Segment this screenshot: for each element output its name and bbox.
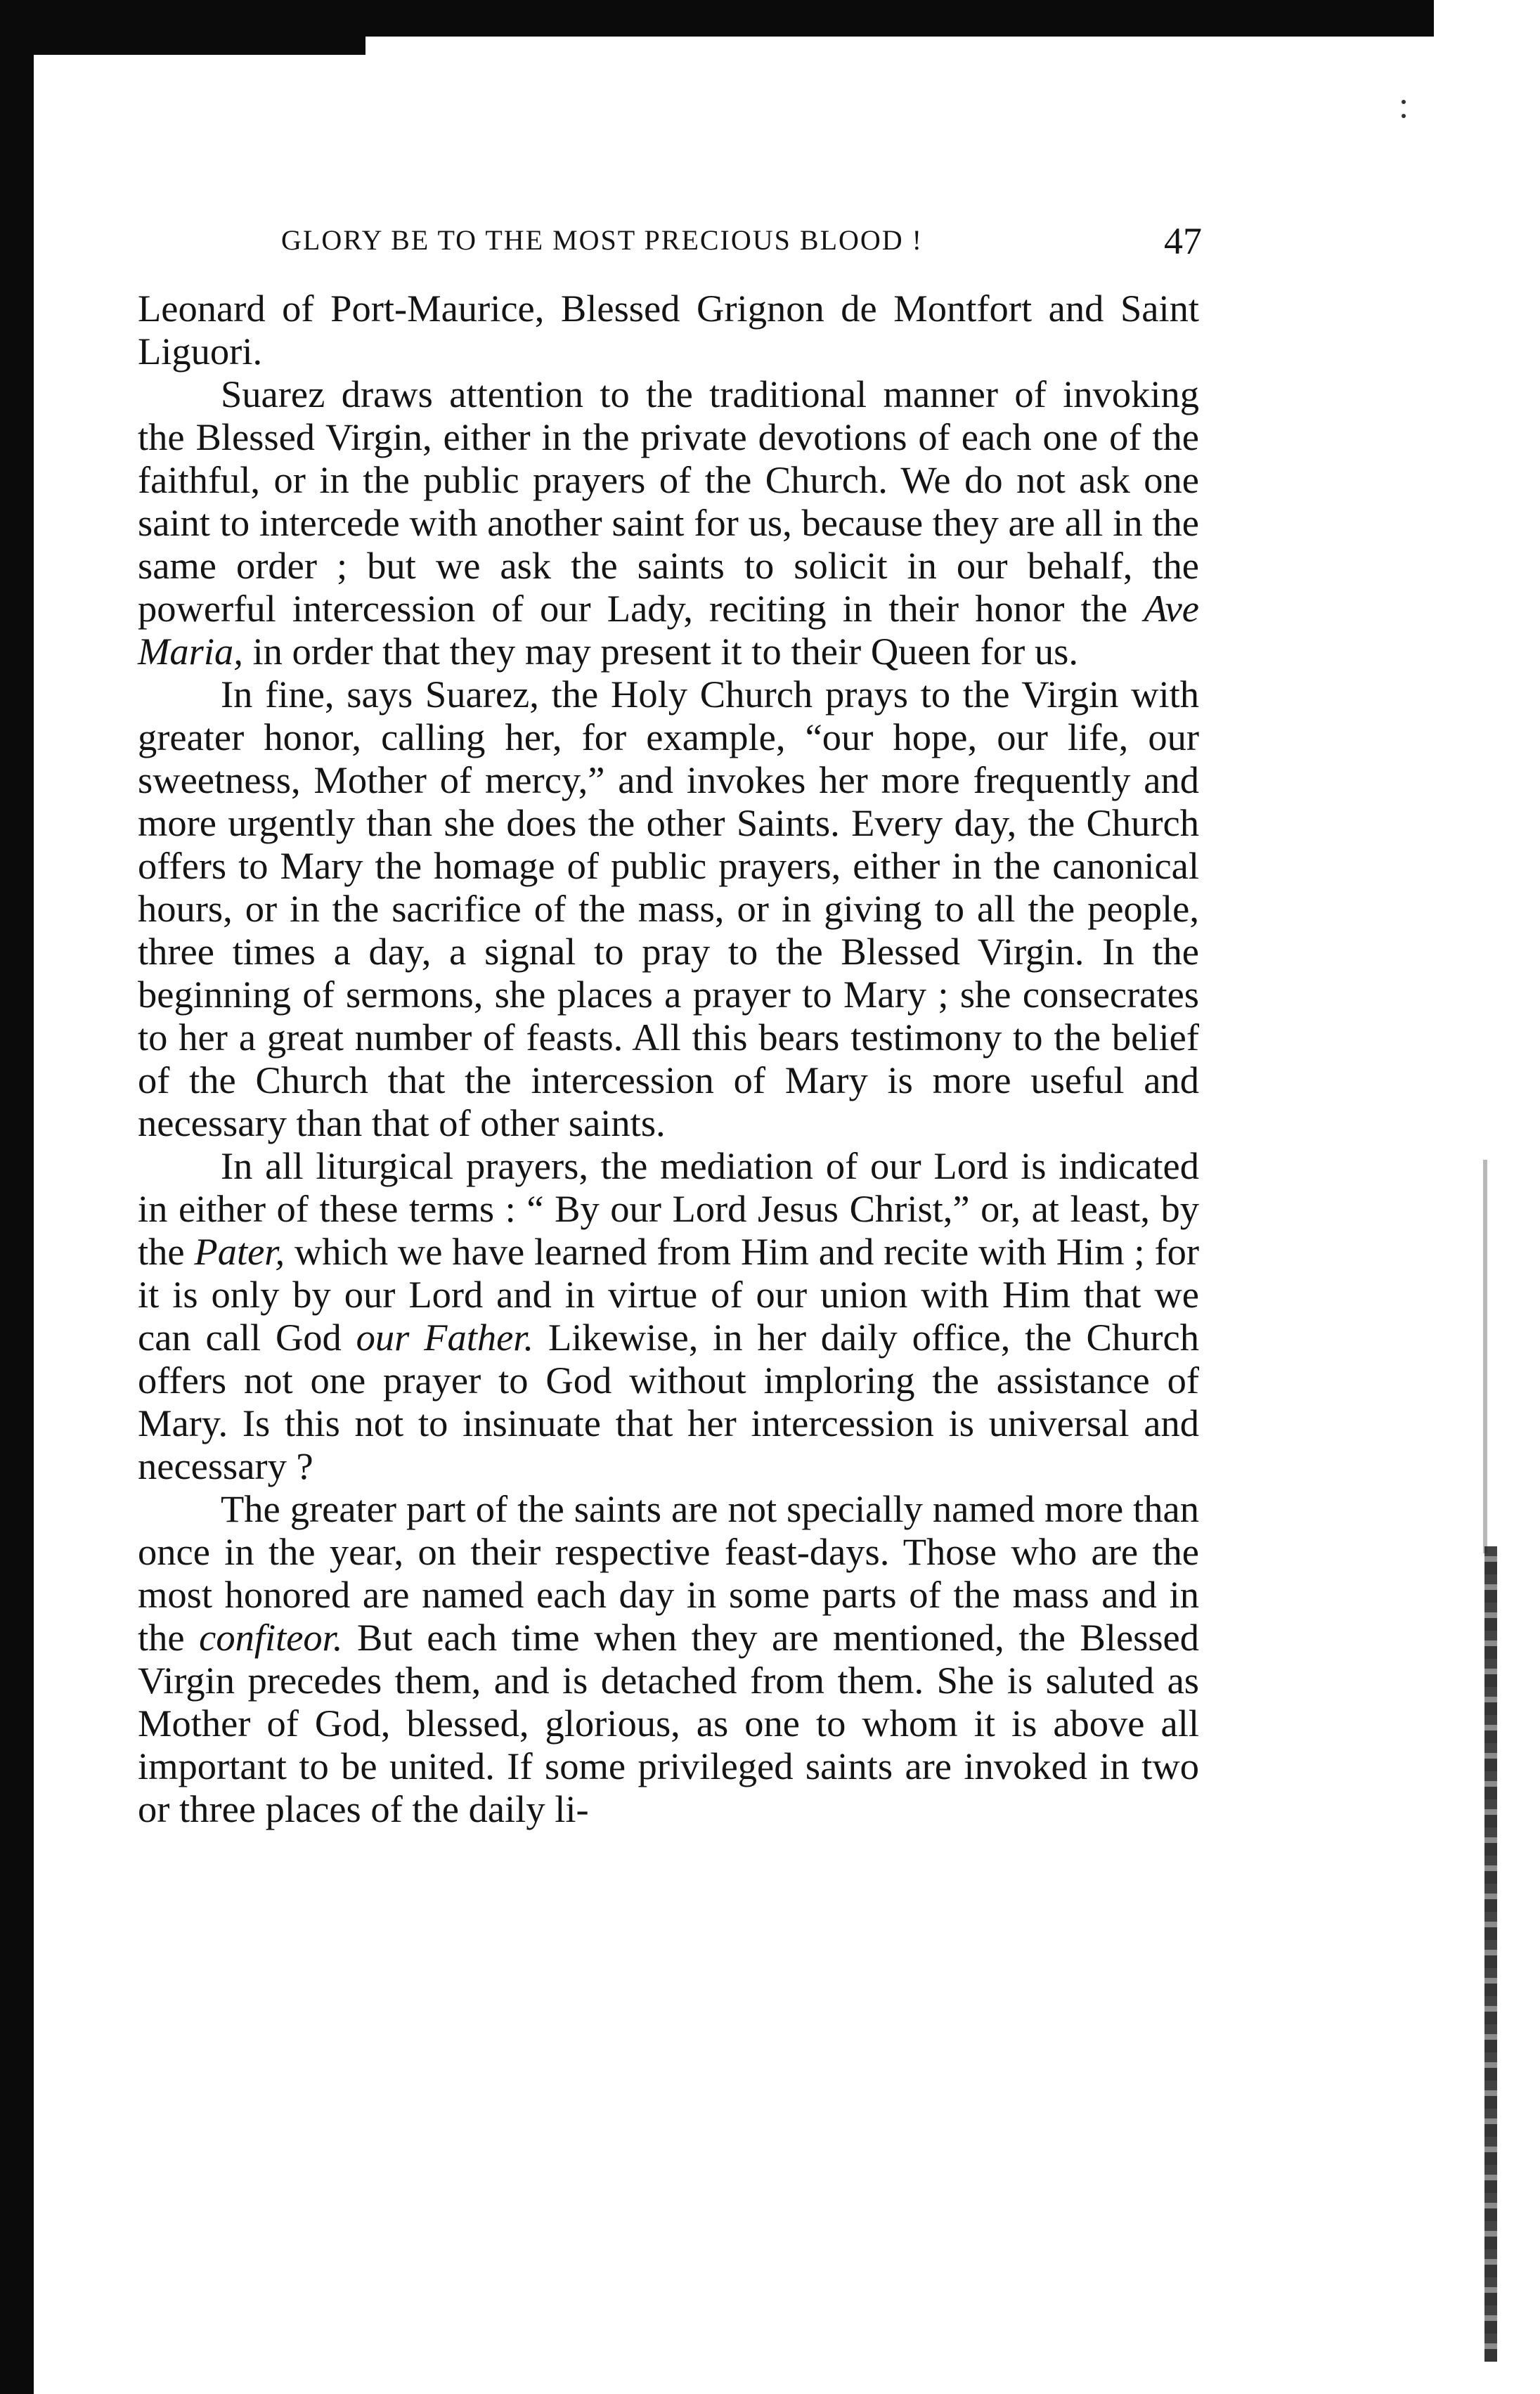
italic-run: Ave Maria, [138, 587, 1199, 673]
text-run: But each time when they are mentioned, the Blessed Virgin precedes them, and is detached from them. She is saluted as Mother of God, blessed, glorious, as one to whom it is above all important to be united. If some privileged saints are invoked in two or three places of the daily li- [138, 1616, 1199, 1830]
italic-run: confiteor. [199, 1616, 343, 1659]
page-header [281, 220, 1202, 268]
text-run: In fine, says Suarez, the Holy Church prays to the Virgin with greater honor, calling her, for example, “our hope, our life, our sweetness, Mother of mercy,” and invokes her more frequently and more urgently than she does the other Saints. Every day, the Church offers to Mary the homage of public prayers, either in the canonical hours, or in the sacrifice of the mass, or in giving to all the people, three times a day, a signal to pray to the Blessed Virgin. In the beginning of sermons, she places a prayer to Mary ; she consecrates to her a great number of feasts. All this bears testimony to the belief of the Church that the intercession of Mary is more useful and necessary than that of other saints. [138, 673, 1199, 1144]
scan-speck [1402, 114, 1406, 118]
paragraph [138, 287, 1199, 373]
italic-run: Pater, [194, 1230, 285, 1273]
paragraph [138, 1487, 1199, 1830]
text-run: In all liturgical prayers, the mediation of our Lord is indicated in either of these terms : “ By our Lord Jesus Christ,” or, at least, by the [138, 1144, 1199, 1273]
text-run: The greater part of the saints are not specially named more than once in the year, on their respective feast-days. Those who are the most honored are named each day in some parts of the mass and in the [138, 1487, 1199, 1659]
page-number: 47 [1164, 220, 1202, 262]
scan-edge-shadow [1484, 1546, 1497, 2362]
running-head: GLORY BE TO THE MOST PRECIOUS BLOOD ! [281, 224, 923, 256]
italic-run: our Father. [356, 1316, 534, 1359]
text-run: in order that they may present it to their Queen for us. [242, 630, 1078, 673]
scan-border-left [0, 0, 34, 2394]
scan-border-top-inner [0, 37, 365, 55]
scan-edge-shadow [1483, 1160, 1487, 1553]
text-run: which we have learned from Him and recite with Him ; for it is only by our Lord and in virtue of our union with Him that we can call God [138, 1230, 1199, 1359]
paragraph [138, 1144, 1199, 1487]
scan-border-top [0, 0, 1434, 37]
paragraph [138, 673, 1199, 1144]
text-run: Likewise, in her daily office, the Church offers not one prayer to God without imploring the assistance of Mary. Is this not to insinuate that her intercession is universal and necessary ? [138, 1316, 1199, 1487]
body-text [138, 287, 1199, 1830]
text-run: Leonard of Port-Maurice, Blessed Grignon de Montfort and Saint Liguori. [138, 287, 1199, 373]
text-run: Suarez draws attention to the traditional manner of invoking the Blessed Virgin, either in the private devotions of each one of the faithful, or in the public prayers of the Church. We do not ask one saint to intercede with another saint for us, because they are all in the same order ; but we ask the saints to solicit in our behalf, the powerful intercession of our Lady, reciting in their honor the [138, 373, 1199, 630]
scan-speck [1402, 100, 1406, 104]
paragraph [138, 373, 1199, 673]
